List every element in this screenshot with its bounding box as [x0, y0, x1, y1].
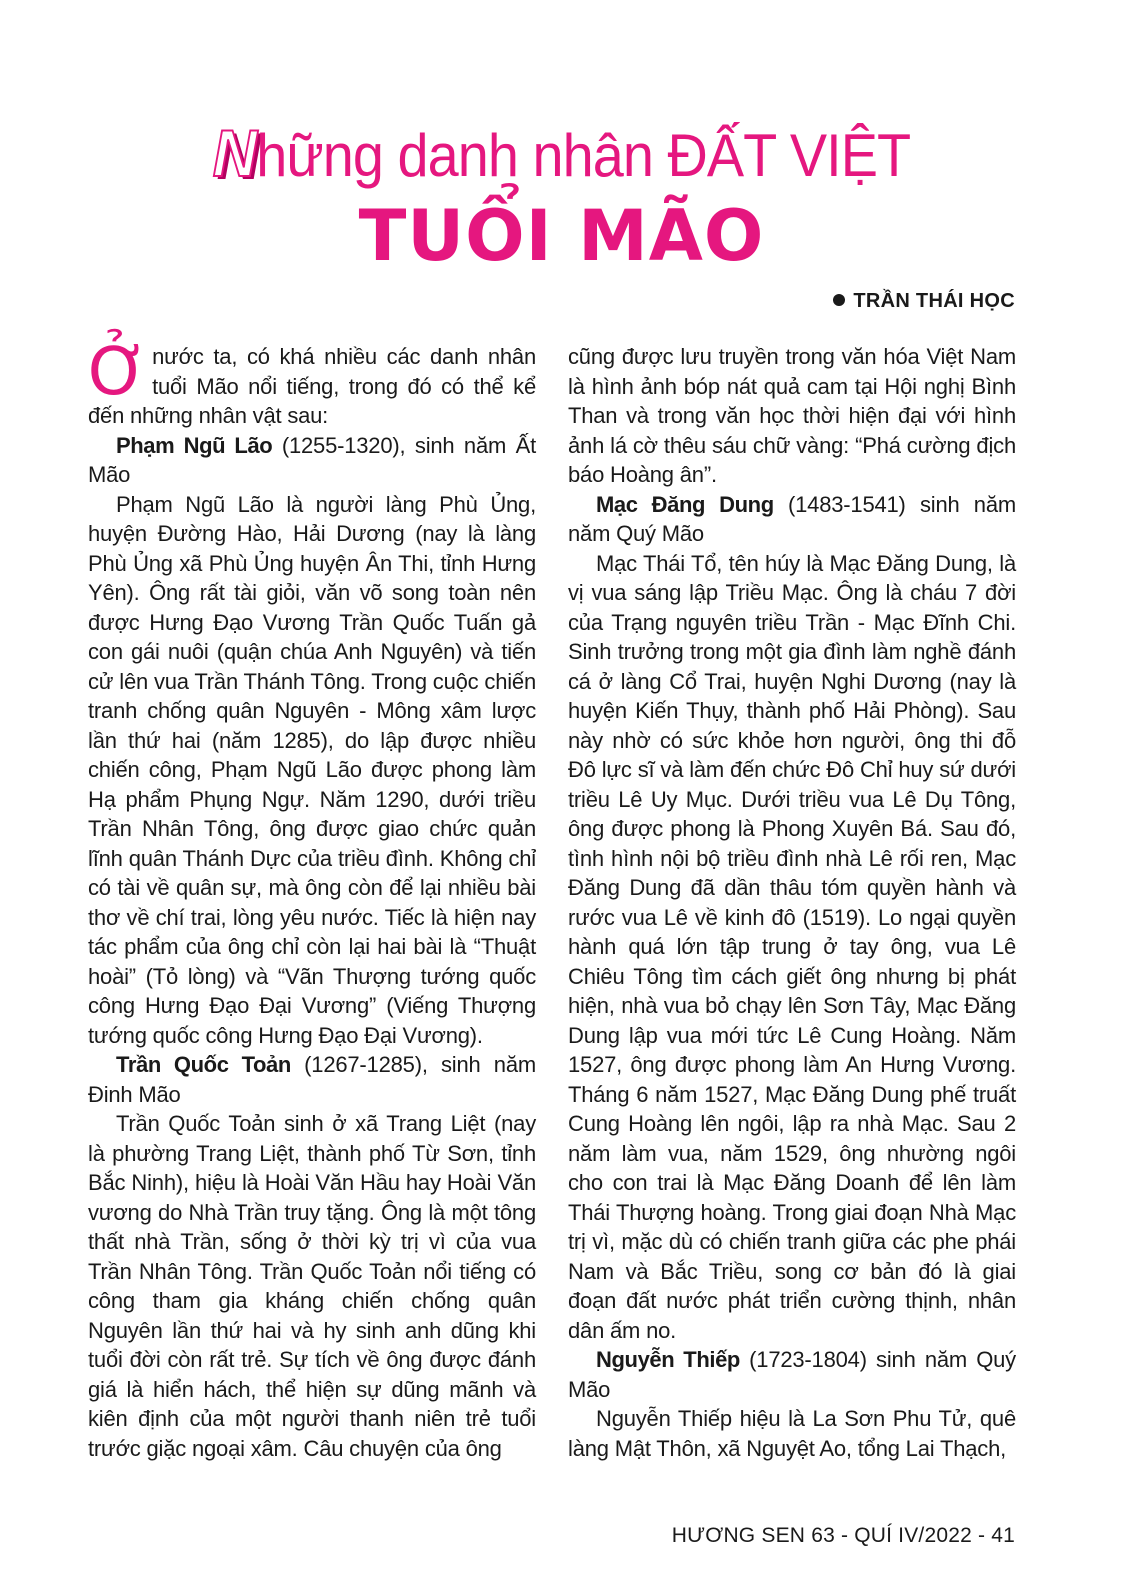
article-title	[0, 118, 1123, 275]
person-years: (1723-1804) sinh năm Quý Mão	[568, 1347, 1016, 1402]
section-heading-tran-quoc-toan	[88, 1050, 536, 1109]
body-paragraph: Mạc Thái Tổ, tên húy là Mạc Đăng Dung, là vị vua sáng lập Triều Mạc. Ông là cháu 7 đời của Trạng nguyên triều Trần - Mạc Đĩnh Chi. Sinh trưởng trong một gia đình làm nghề đánh cá ở làng Cổ Trai, huyện Nghi Dương (nay là huyện Kiến Thụy, thành phố Hải Phòng). Sau này nhờ có sức khỏe hơn người, ông thi đỗ Đô lực sĩ và làm đến chức Đô Chỉ huy sứ dưới triều Lê Uy Mục. Dưới triều vua Lê Dụ Tông, ông được phong là Phong Xuyên Bá. Sau đó, tình hình nội bộ triều đình nhà Lê rối ren, Mạc Đăng Dung đã dần thâu tóm quyền hành và rước vua Lê về kinh đô (1519). Lo ngại quyền hành quá lớn tập trung ở tay ông, vua Lê Chiêu Tông tìm cách giết ông nhưng bị phát hiện, nhà vua bỏ chạy lên Sơn Tây, Mạc Đăng Dung lập vua mới tức Lê Cung Hoàng. Năm 1527, ông được phong làm An Hưng Vương. Tháng 6 năm 1527, Mạc Đăng Dung phế truất Cung Hoàng lên ngôi, lập ra nhà Mạc. Sau 2 năm làm vua, năm 1529, ông nhường ngôi cho con trai là Mạc Đăng Doanh để lên làm Thái Thượng hoàng. Trong giai đoạn Nhà Mạc trị vì, mặc dù có chiến tranh giữa các phe phái Nam và Bắc Triều, song cơ bản đó là giai đoạn đất nước phát triển cường thịnh, nhân dân ấm no.	[568, 550, 1016, 1343]
person-years: (1483-1541) sinh năm năm Quý Mão	[568, 491, 1016, 546]
intro-text: nước ta, có khá nhiều các danh nhân tuổi Mão nổi tiếng, trong đó có thể kể đến những nhân vật sau:	[88, 344, 536, 428]
body-paragraph: Trần Quốc Toản sinh ở xã Trang Liệt (nay là phường Trang Liệt, thành phố Từ Sơn, tỉnh Bắc Ninh), hiệu là Hoài Văn Hầu hay Hoài Văn vương do Nhà Trần truy tặng. Ông là một tông thất nhà Trần, sống ở thời kỳ trị vì của vua Trần Nhân Tông. Trần Quốc Toản nổi tiếng có công tham gia kháng chiến chống quân Nguyên lần thứ hai và hy sinh anh dũng khi tuổi đời còn rất trẻ. Sự tích về ông được đánh giá là hiển hách, thể hiện sự dũng mãnh và kiên định của một người thanh niên trẻ tuổi trước giặc ngoại xâm. Câu chuyện của ông	[88, 1111, 536, 1461]
author-name: TRẦN THÁI HỌC	[853, 290, 1015, 312]
title-line-2: TUỔI MÃO	[358, 195, 765, 277]
person-years: (1255-1320), sinh năm Ất Mão	[88, 432, 536, 487]
title-drop-letter: N	[212, 116, 257, 190]
body-paragraph: Phạm Ngũ Lão là người làng Phù Ủng, huyện Đường Hào, Hải Dương (nay là làng Phù Ủng xã Phù Ủng huyện Ân Thi, tỉnh Hưng Yên). Ông rất tài giỏi, văn võ song toàn nên được Hưng Đạo Vương Trần Quốc Tuấn gả con gái nuôi (quận chúa Anh Nguyên) và tiến cử lên vua Trần Thánh Tông. Trong cuộc chiến tranh chống quân Nguyên - Mông xâm lược lần thứ hai (năm 1285), do lập được nhiều chiến công, Phạm Ngũ Lão được phong làm Hạ phẩm Phụng Ngự. Năm 1290, dưới triều Trần Nhân Tông, ông được giao chức quản lĩnh quân Thánh Dực của triều đình. Không chỉ có tài về quân sự, mà ông còn để lại nhiều bài thơ về chí trai, lòng yêu nước. Tiếc là hiện nay tác phẩm của ông chỉ còn lại hai bài là “Thuật hoài” (Tỏ lòng) và “Vãn Thượng tướng quốc công Hưng Đạo Đại Vương” (Viếng Thượng tướng quốc công Hưng Đạo Đại Vương).	[88, 491, 536, 1048]
drop-cap: Ở	[88, 333, 149, 410]
person-name: Nguyễn Thiếp	[596, 1347, 740, 1372]
right-column	[568, 342, 1016, 1463]
section-heading-nguyen-thiep	[568, 1345, 1016, 1404]
person-name: Trần Quốc Toản	[116, 1052, 291, 1077]
left-column	[88, 333, 536, 1463]
person-name: Mạc Đăng Dung	[596, 491, 774, 517]
intro-paragraph	[88, 333, 536, 431]
title-line-1-text: hững danh nhân ĐẤT VIỆT	[256, 122, 911, 189]
author-byline	[833, 290, 1015, 313]
section-heading-pham-ngu-lao	[88, 431, 536, 490]
page-footer: HƯƠNG SEN 63 - QUÍ IV/2022 - 41	[671, 1524, 1015, 1547]
person-name: Phạm Ngũ Lão	[116, 432, 273, 458]
person-years: (1267-1285), sinh năm Đinh Mão	[88, 1052, 536, 1107]
title-line-1	[39, 118, 1083, 191]
bullet-dot-icon	[833, 294, 845, 306]
body-paragraph: Nguyễn Thiếp hiệu là La Sơn Phu Tử, quê làng Mật Thôn, xã Nguyệt Ao, tổng Lai Thạch,	[568, 1406, 1016, 1461]
section-heading-mac-dang-dung	[568, 490, 1016, 549]
body-paragraph-continued: cũng được lưu truyền trong văn hóa Việt Nam là hình ảnh bóp nát quả cam tại Hội nghị Bình Than và trong văn học thời hiện đại với hình ảnh lá cờ thêu sáu chữ vàng: “Phá cường địch báo Hoàng ân”.	[568, 344, 1016, 487]
